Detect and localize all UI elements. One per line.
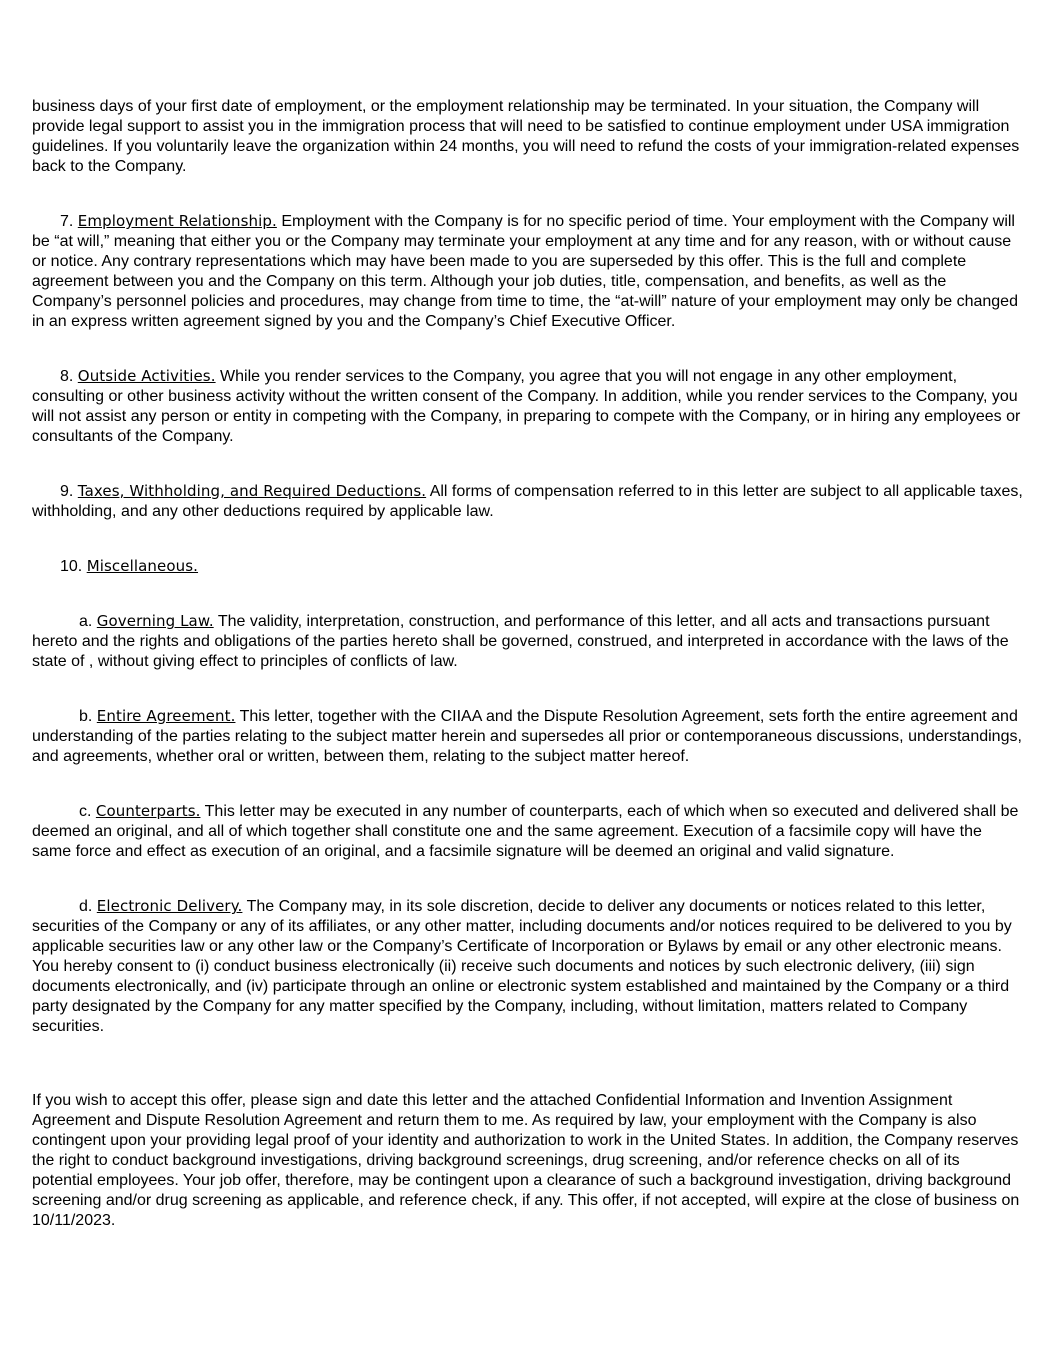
section-9-taxes xyxy=(32,481,1024,522)
subsection-heading: Counterparts. xyxy=(95,802,201,820)
subsection-letter: c. xyxy=(79,803,96,820)
subsection-body: This letter may be executed in any number of counterparts, each of which when so executed and delivered shall be deemed an original, and all of which together shall constitute one and the same agreement. Execution of a facsimile copy will have the same force and effect as execution of an original, and a facsimile signature will be deemed an original and valid signature. xyxy=(32,803,1019,860)
subsection-b-entire-agreement xyxy=(32,706,1024,767)
section-7-employment-relationship xyxy=(32,211,1024,332)
section-heading: Employment Relationship. xyxy=(77,212,277,230)
section-number: 9. xyxy=(60,483,78,500)
section-10-miscellaneous xyxy=(32,556,1024,577)
section-8-outside-activities xyxy=(32,366,1024,447)
subsection-d-electronic-delivery xyxy=(32,896,1024,1037)
section-number: 10. xyxy=(60,558,87,575)
subsection-c-counterparts xyxy=(32,801,1024,862)
section-number: 8. xyxy=(60,368,78,385)
section-body: Employment with the Company is for no specific period of time. Your employment with the Company will be “at will,” meaning that either you or the Company may terminate your employment at any time and for any reason, with or without cause or notice. Any contrary representations which may have been made to you are superseded by this offer. This is the full and complete agreement between you and the Company on this term. Although your job duties, title, compensation, and benefits, as well as the Company’s personnel policies and procedures, may change from time to time, the “at-will” nature of your employment may only be changed in an express written agreement signed by you and the Company’s Chief Executive Officer. xyxy=(32,213,1018,330)
subsection-letter: a. xyxy=(79,613,97,630)
section-body: While you render services to the Company, you agree that you will not engage in any other employment, consulting or other business activity without the written consent of the Company. In addition, while you render services to the Company, you will not assist any person or entity in competing with the Company, in preparing to compete with the Company, or in hiring any employees or consultants of the Company. xyxy=(32,368,1021,445)
subsection-letter: b. xyxy=(79,708,97,725)
closing-paragraph: If you wish to accept this offer, please sign and date this letter and the attached Confidential Information and Invention Assignment Agreement and Dispute Resolution Agreement and return them to me. As required by law, your employment with the Company is also contingent upon your providing legal proof of your identity and authorization to work in the United States. In addition, the Company reserves the right to conduct background investigations, driving background screenings, drug screening, and/or reference checks on all of its potential employees. Your job offer, therefore, may be contingent upon a clearance of such a background investigation, driving background screening and/or drug screening as applicable, and reference check, if any. This offer, if not accepted, will expire at the close of business on 10/11/2023. xyxy=(32,1092,1020,1229)
subsection-heading: Electronic Delivery. xyxy=(96,897,243,915)
section-number: 7. xyxy=(60,213,78,230)
subsection-a-governing-law xyxy=(32,611,1024,672)
subsection-letter: d. xyxy=(79,898,97,915)
subsection-body: This letter, together with the CIIAA and the Dispute Resolution Agreement, sets forth the entire agreement and understanding of the parties relating to the subject matter herein and supersedes all prior or contemporaneous discussions, understandings, and agreements, whether oral or written, between them, relating to the subject matter hereof. xyxy=(32,708,1022,765)
section-body: All forms of compensation referred to in this letter are subject to all applicable taxes, withholding, and any other deductions required by applicable law. xyxy=(32,483,1023,520)
section-heading: Outside Activities. xyxy=(77,367,216,385)
intro-paragraph: business days of your first date of employment, or the employment relationship may be terminated. In your situation, the Company will provide legal support to assist you in the immigration process that will need to be satisfied to continue employment under USA immigration guidelines. If you voluntarily leave the organization within 24 months, you will need to refund the costs of your immigration-related expenses back to the Company. xyxy=(32,98,1020,175)
section-heading: Miscellaneous. xyxy=(86,557,199,575)
section-heading: Taxes, Withholding, and Required Deductions. xyxy=(77,482,427,500)
document-page xyxy=(32,97,1024,1231)
subsection-body: The Company may, in its sole discretion, decide to deliver any documents or notices related to this letter, securities of the Company or any of its affiliates, or any other matter, including documents and/or notices required to be delivered to you by applicable securities law or any other law or the Company’s Certificate of Incorporation or Bylaws by email or any other electronic means. You hereby consent to (i) conduct business electronically (ii) receive such documents and notices by such electronic delivery, (iii) sign documents electronically, and (iv) participate through an online or electronic system established and maintained by the Company or a third party designated by the Company for any matter specified by the Company, including, without limitation, matters related to Company securities. xyxy=(32,898,1012,1035)
subsection-heading: Entire Agreement. xyxy=(96,707,236,725)
subsection-body: The validity, interpretation, construction, and performance of this letter, and all acts and transactions pursuant hereto and the rights and obligations of the parties hereto shall be governed, construed, and interpreted in accordance with the laws of the state of , without giving effect to principles of conflicts of law. xyxy=(32,613,1009,670)
subsection-heading: Governing Law. xyxy=(96,612,214,630)
